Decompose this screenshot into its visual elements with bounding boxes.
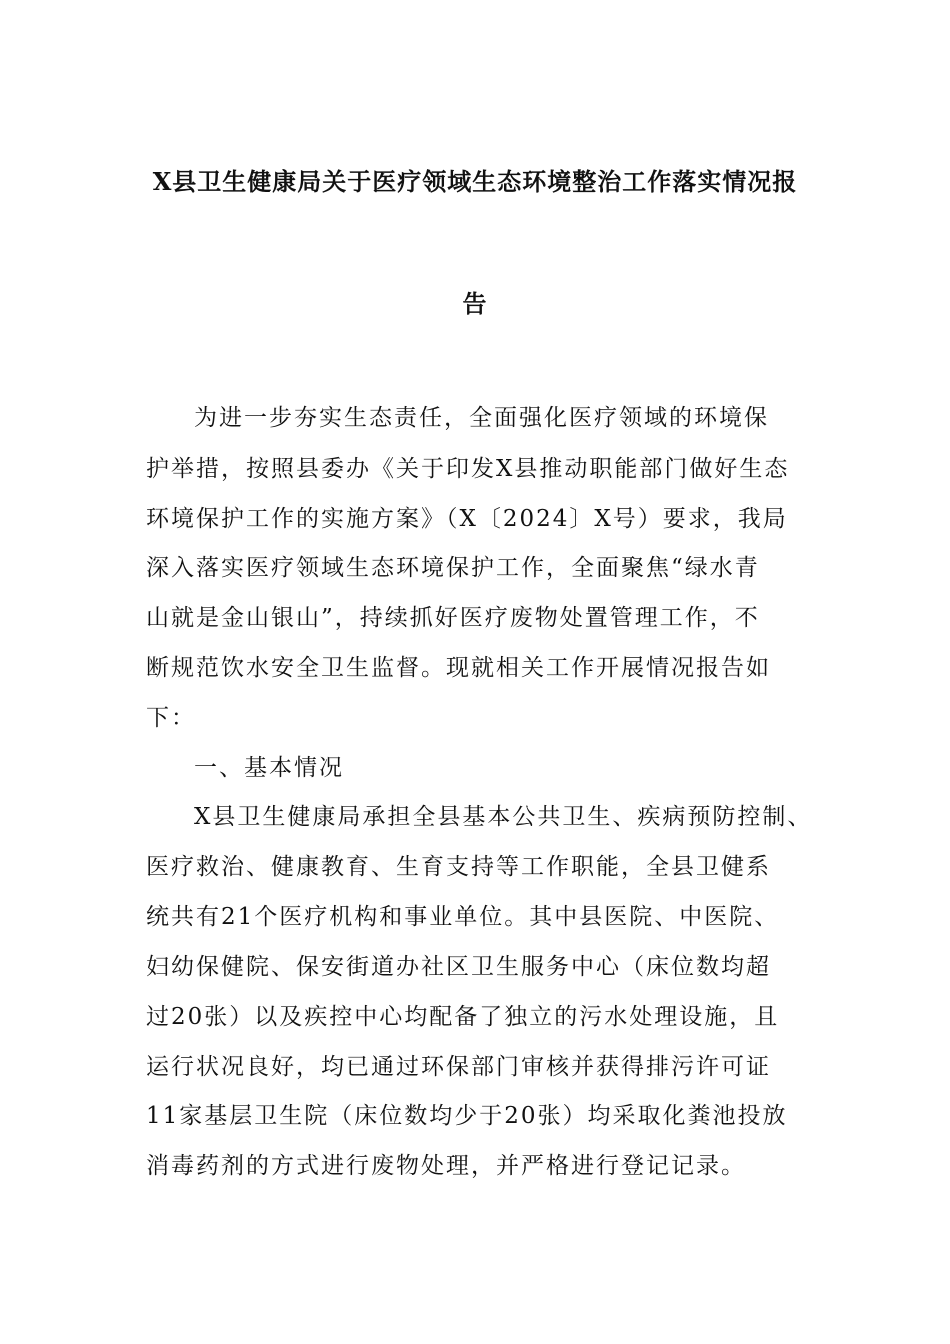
paragraph-1-line-7: 下： — [146, 705, 196, 731]
paragraph-1-line-3: 环境保护工作的实施方案》（X〔2024〕X号）要求，我局 — [146, 506, 788, 532]
paragraph-2-line-1: X县卫生健康局承担全县基本公共卫生、疾病预防控制、 — [194, 804, 813, 830]
paragraph-2-line-2: 医疗救治、健康教育、生育支持等工作职能，全县卫健系 — [146, 854, 771, 880]
paragraph-1-line-4: 深入落实医疗领域生态环境保护工作，全面聚焦“绿水青 — [146, 555, 760, 581]
paragraph-2-line-5: 过20张）以及疾控中心均配备了独立的污水处理设施，且 — [146, 1004, 780, 1030]
document-title-line-2: 告 — [462, 289, 488, 318]
paragraph-2-line-3: 统共有21个医疗机构和事业单位。其中县医院、中医院、 — [146, 904, 780, 930]
paragraph-1-line-5: 山就是金山银山”，持续抓好医疗废物处置管理工作，不 — [146, 605, 760, 631]
paragraph-2-line-6: 运行状况良好，均已通过环保部门审核并获得排污许可证 — [146, 1054, 771, 1080]
paragraph-1-line-6: 断规范饮水安全卫生监督。现就相关工作开展情况报告如 — [146, 655, 771, 681]
document-title-line-1: X县卫生健康局关于医疗领域生态环境整治工作落实情况报 — [152, 167, 798, 196]
paragraph-1-line-2: 护举措，按照县委办《关于印发X县推动职能部门做好生态 — [146, 456, 790, 482]
paragraph-2-line-4: 妇幼保健院、保安街道办社区卫生服务中心（床位数均超 — [146, 954, 771, 980]
paragraph-2-line-8: 消毒药剂的方式进行废物处理，并严格进行登记记录。 — [146, 1153, 746, 1179]
section-1-heading: 一、基本情况 — [194, 755, 344, 781]
paragraph-2-line-7: 11家基层卫生院（床位数均少于20张）均采取化粪池投放 — [146, 1103, 788, 1129]
paragraph-1-line-1: 为进一步夯实生态责任，全面强化医疗领域的环境保 — [194, 405, 769, 431]
